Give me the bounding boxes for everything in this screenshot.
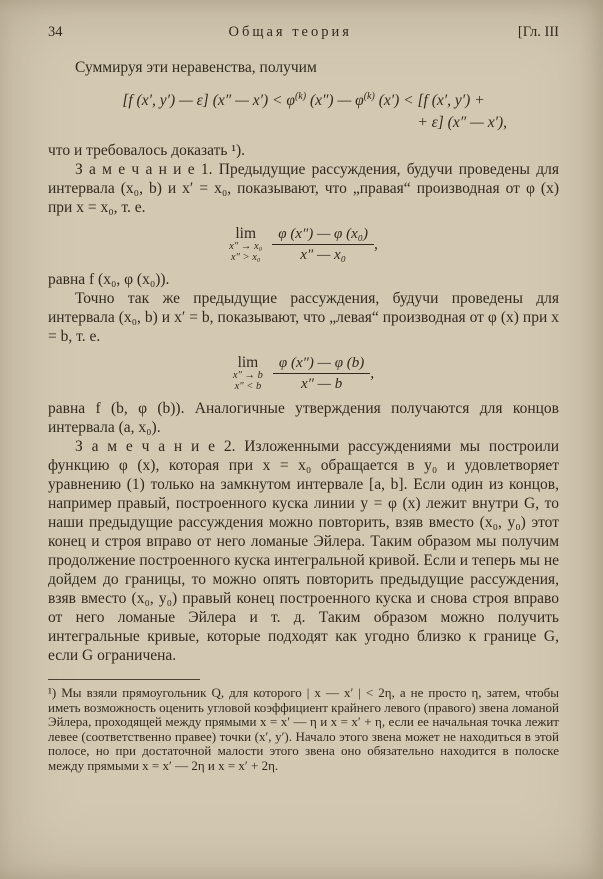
fraction (272, 226, 374, 263)
superscript-k: (k) (363, 91, 375, 102)
limit-subscript-2: x″ < b (234, 381, 262, 393)
limit-formula-left-derivative (48, 355, 559, 392)
display-formula-inequality (48, 86, 559, 134)
paragraph-equals-right: равна f (x₀, φ (x₀)). (48, 271, 170, 289)
footnote-text: ¹) Мы взяли прямоугольник Q, для которого | x — x′ | < 2η, а не просто η, затем, чтобы иметь возможность оценить угловой коэффициент крайнего левого (правого) звена ломаной Эйлера, проходящей между прямыми x = x′ — η и x = x′ + η, если ее начальная точка лежит левее (соответственно правее) точки (x′, y′). Начало этого звена может не находиться в этой полосе, но при достаточной малости этого звена оно обязательно находится в полоске между прямыми x = x′ — 2η и x = x′ + 2η. (48, 685, 559, 773)
page-number: 34 (48, 24, 63, 40)
formula-text: [f (x′, y′) — ε] (x″ — x′) < φ (122, 92, 295, 110)
lim-symbol: lim (237, 354, 259, 372)
limit-subscript-1: x″ → x₀ (229, 241, 263, 253)
fraction-denominator: x″ — b (300, 376, 343, 393)
remark-1-body: Предыдущие рассуждения, будучи проведены для интервала (x₀, b) и x′ = x₀, показывают, что „правая“ производная от φ (x) при x = x₀, т. е. (48, 161, 559, 217)
formula-comma: , (373, 235, 378, 253)
paragraph-left-derivative: Точно так же предыдущие рассуждения, будучи проведены для интервала (x₀, b) и x′ = b, показывают, что „левая“ производная от φ (x) при x = b, т. е. (48, 290, 559, 346)
superscript-k: (k) (294, 91, 307, 102)
paragraph-remark-2 (48, 437, 559, 665)
page-header (48, 24, 559, 41)
paragraph-intro: Суммируя эти неравенства, получим (75, 59, 317, 76)
fraction-numerator: φ (x″) — φ (b) (273, 355, 370, 374)
chapter-ref: [Гл. III (517, 24, 559, 40)
formula-text: (x″) — φ (306, 92, 364, 110)
paragraph-equals-left: равна f (b, φ (b)). Аналогичные утверждения получаются для концов интервала (a, x₀). (48, 400, 559, 437)
remark-1-heading: З а м е ч а н и е 1. (75, 161, 213, 179)
lim-symbol: lim (235, 225, 257, 243)
limit-subscript-2: x″ > x₀ (230, 252, 261, 264)
formula-line-1 (48, 86, 559, 112)
limit-formula-right-derivative (48, 226, 559, 263)
paragraph-qed: что и требовалось доказать ¹). (48, 142, 246, 160)
limit-operator (233, 355, 263, 392)
formula-comma: , (370, 364, 375, 382)
running-title: Общая теория (228, 24, 352, 40)
fraction (273, 355, 370, 392)
remark-2-body: Изложенными рассуждениями мы построили функцию φ (x), которая при x = x₀ обращается в y₀ и удовлетворяет уравнению (1) только на замкнутом интервале [a, b]. Если один из концов, например правый, построенного куска линии y = φ (x) лежит внутри G, то наши предыдущие рассуждения можно повторить, взяв вместо (x₀, y₀) этот конец и строя вправо от него ломаные Эйлера. Таким образом мы получим продолжение построенного куска интегральной кривой. Если и теперь мы не дойдем до границы, то можно опять повторить предыдущие рассуждения, взяв вместо (x₀, y₀) правый конец построенного куска и снова строя вправо от него ломаные Эйлера и т. д. Таким образом можно получить интегральные кривые, которые подходят как угодно близко к границе G, если G ограничена. (48, 438, 559, 665)
footnote-separator (48, 679, 200, 680)
fraction-denominator: x″ — x₀ (300, 247, 346, 264)
limit-subscript-1: x″ → b (232, 370, 263, 382)
limit-operator (229, 226, 262, 263)
remark-2-heading: З а м е ч а н и е 2. (75, 438, 236, 456)
formula-text: (x′) < [f (x′, y′) + (374, 92, 485, 110)
fraction-numerator: φ (x″) — φ (x₀) (272, 226, 374, 245)
formula-line-2: + ε] (x″ — x′), (417, 114, 507, 132)
paragraph-remark-1 (48, 160, 559, 217)
